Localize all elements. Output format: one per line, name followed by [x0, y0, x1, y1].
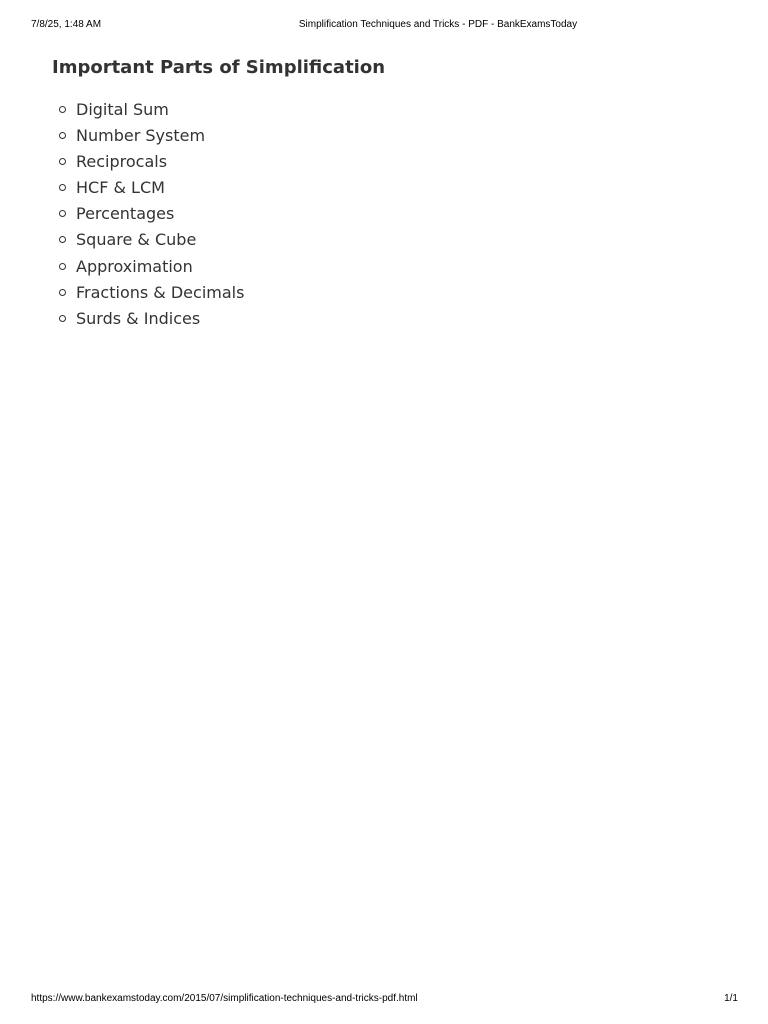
print-date: 7/8/25, 1:48 AM [31, 19, 102, 30]
hollow-circle-bullet-icon [59, 289, 66, 296]
list-item [52, 123, 712, 149]
list-item-label: Digital Sum [76, 100, 169, 119]
print-page-title: Simplification Techniques and Tricks - PDF - BankExamsToday [298, 19, 578, 30]
hollow-circle-bullet-icon [59, 184, 66, 191]
list-item-label: HCF & LCM [76, 178, 165, 198]
list-item [52, 149, 712, 175]
print-footer [0, 993, 768, 1007]
list-item [52, 306, 712, 332]
hollow-circle-bullet-icon [59, 106, 66, 113]
hollow-circle-bullet-icon [59, 210, 66, 217]
topic-list [52, 97, 712, 332]
list-item [52, 227, 712, 253]
hollow-circle-bullet-icon [59, 158, 66, 165]
list-item [52, 97, 712, 123]
hollow-circle-bullet-icon [59, 263, 66, 270]
list-item-label: Fractions & Decimals [76, 282, 245, 302]
list-item [52, 254, 712, 280]
list-item-label: Percentages [76, 204, 175, 224]
hollow-circle-bullet-icon [59, 132, 66, 139]
list-item [52, 201, 712, 227]
list-item [52, 175, 712, 201]
print-header [0, 19, 768, 33]
hollow-circle-bullet-icon [59, 236, 66, 243]
list-item-label: Reciprocals [76, 152, 168, 172]
list-item-label: Approximation [76, 256, 193, 276]
hollow-circle-bullet-icon [59, 315, 66, 322]
list-item-label: Surds & Indices [76, 308, 201, 328]
list-item-label: Square & Cube [76, 230, 197, 250]
list-item [52, 280, 712, 306]
list-item-label: Number System [76, 126, 206, 146]
page-number: 1/1 [724, 993, 738, 1004]
section-heading: Important Parts of Simplification [52, 57, 386, 78]
article-content [52, 55, 712, 332]
print-url: https://www.bankexamstoday.com/2015/07/simplification-techniques-and-tricks-pdf.html [31, 993, 418, 1004]
